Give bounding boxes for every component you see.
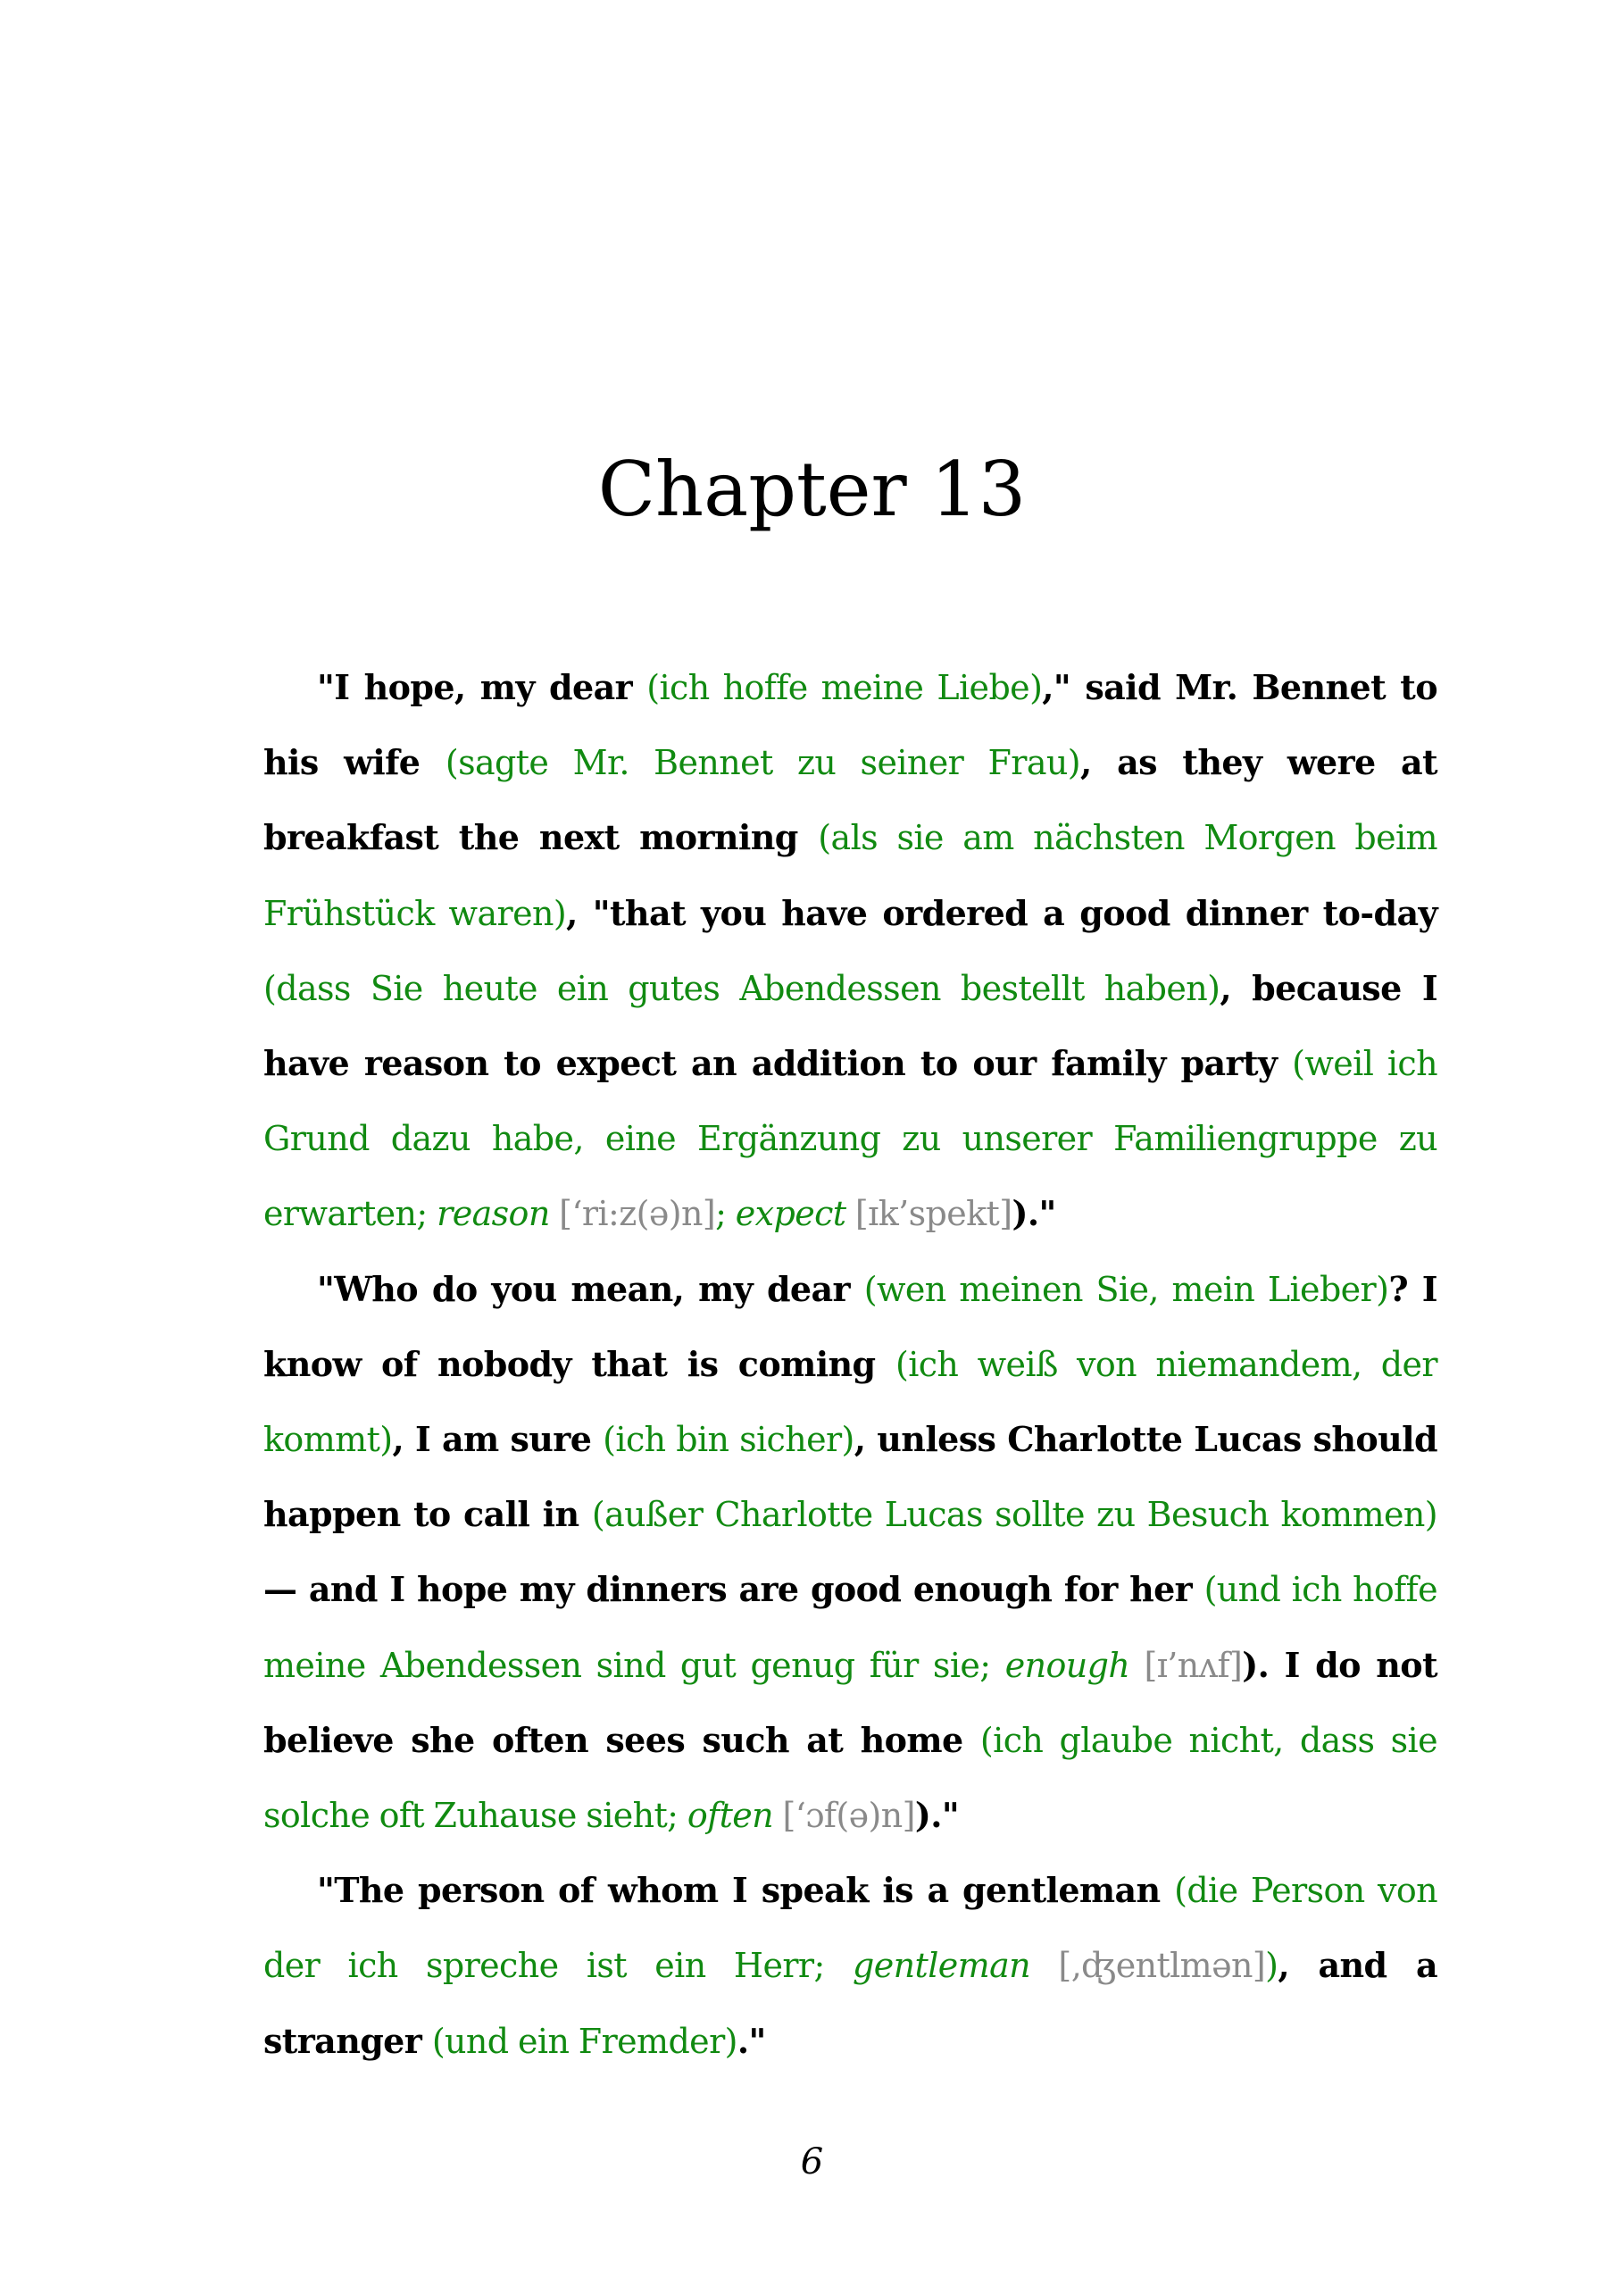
- german-gloss: (als sie am nächsten Morgen beim Frühstück waren): [263, 818, 1437, 933]
- page-number: 6: [800, 2141, 824, 2182]
- english-text: , as they were at breakfast the next morning: [263, 742, 1437, 858]
- german-gloss: ;: [715, 1194, 736, 1234]
- english-text: ," said Mr. Bennet to his wife: [263, 667, 1437, 783]
- english-text: "Who do you mean, my dear: [317, 1268, 864, 1309]
- chapter-title: Chapter 13: [597, 446, 1027, 533]
- german-gloss: (sagte Mr. Bennet zu seiner Frau): [445, 743, 1081, 783]
- paragraph: [263, 650, 1437, 1252]
- english-text: ).": [1012, 1193, 1056, 1234]
- german-gloss: (und ich hoffe meine Abendessen sind gut genug für sie;: [263, 1570, 1437, 1685]
- english-text: ). I do not believe she often sees such at home: [263, 1644, 1438, 1760]
- chapter-body: [263, 650, 1437, 2079]
- english-text: , "that you have ordered a good dinner to-day: [566, 892, 1437, 933]
- english-text: , and a stranger: [263, 1945, 1437, 2061]
- english-text: , unless Charlotte Lucas should happen to call in: [263, 1419, 1437, 1535]
- german-gloss: (wen meinen Sie, mein Lieber): [863, 1269, 1389, 1309]
- english-text: ).": [914, 1795, 960, 1836]
- german-gloss: (und ein Fremder): [431, 2021, 737, 2061]
- english-text: , because I have reason to expect an addition to our family party: [263, 967, 1437, 1084]
- pronunciation: [‘ɔf(ə)n]: [773, 1796, 915, 1836]
- german-gloss: (die Person von der ich spreche ist ein Herr;: [263, 1871, 1438, 1986]
- german-gloss: (außer Charlotte Lucas sollte zu Besuch kommen): [591, 1495, 1438, 1535]
- english-text: "I hope, my dear: [317, 667, 647, 707]
- pronunciation: [ɪk’spekt]: [845, 1194, 1012, 1234]
- german-gloss: (ich bin sicher): [603, 1420, 854, 1460]
- english-text: , I am sure: [392, 1419, 604, 1460]
- english-text: — and I hope my dinners are good enough for her: [263, 1569, 1204, 1610]
- english-text: "The person of whom I speak is a gentleman: [317, 1870, 1175, 1911]
- gloss-term: gentleman: [853, 1946, 1030, 1986]
- german-gloss: (ich weiß von niemandem, der kommt): [263, 1344, 1437, 1460]
- german-gloss: (ich glaube nicht, dass sie solche oft Zuhause sieht;: [263, 1720, 1437, 1836]
- gloss-term: expect: [735, 1194, 846, 1234]
- german-gloss: ): [1265, 1946, 1278, 1986]
- pronunciation: [‚ʤentlmən]: [1030, 1946, 1266, 1986]
- pronunciation: [ɪ’nʌf]: [1129, 1645, 1243, 1685]
- paragraph: [263, 1252, 1437, 1854]
- german-gloss: (weil ich Grund dazu habe, eine Ergänzung zu unserer Familiengruppe zu erwarten;: [263, 1044, 1437, 1234]
- pronunciation: [‘ri:z(ə)n]: [549, 1194, 716, 1234]
- gloss-term: often: [687, 1796, 774, 1836]
- english-text: .": [737, 2020, 766, 2061]
- gloss-term: enough: [1004, 1645, 1130, 1685]
- english-text: ? I know of nobody that is coming: [263, 1268, 1437, 1384]
- paragraph: [263, 1853, 1437, 2079]
- gloss-term: reason: [437, 1194, 550, 1234]
- german-gloss: (ich hoffe meine Liebe): [646, 668, 1043, 707]
- german-gloss: (dass Sie heute ein gutes Abendessen bestellt haben): [263, 968, 1220, 1008]
